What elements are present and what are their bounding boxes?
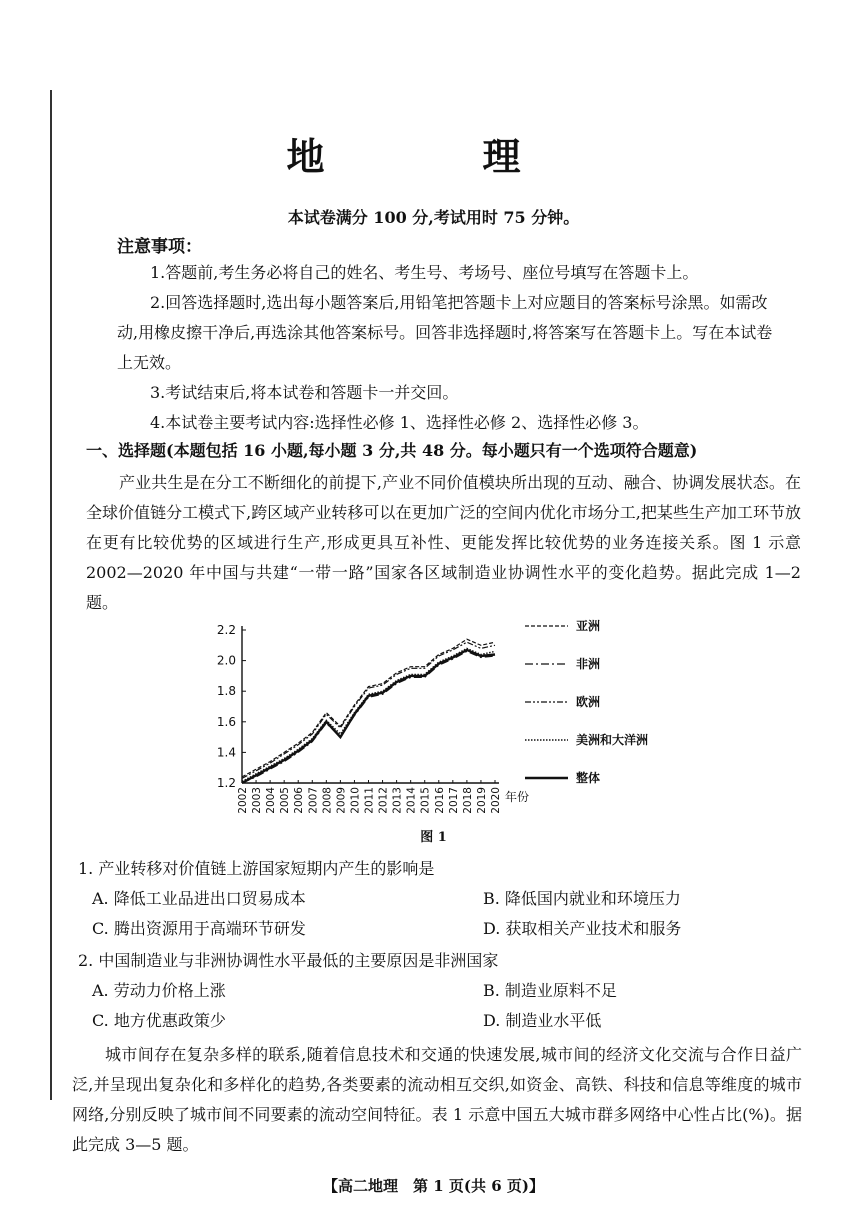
x-tick-label: 2010 [349,787,362,814]
legend-label: 美洲和大洋洲 [576,733,649,747]
x-tick-label: 2020 [490,787,502,814]
notice-item: 4.本试卷主要考试内容:选择性必修 1、选择性必修 2、选择性必修 3。 [150,413,649,432]
x-tick-label: 2011 [363,787,376,814]
q1-option-d[interactable]: D. 获取相关产业技术和服务 [483,919,682,938]
q1-option-a[interactable]: A. 降低工业品进出口贸易成本 [92,889,306,908]
passage-text: 产业共生是在分工不断细化的前提下,产业不同价值模块所出现的互动、融合、协调发展状态。在全球价值链分工模式下,跨区域产业转移可以在更加广泛的空间内优化市场分工,把某些生产加工环节放在更有比较优势的区域进行生产,形成更具互补性、更能发挥比较优势的业务连接关系。图 1 示意 2002—2020 年中国与共建“一带一路”国家各区域制造业协调性水平的变化趋势。据此完成 1—2 题。 [86,473,801,612]
q2-option-d[interactable]: D. 制造业水平低 [483,1011,602,1030]
legend-label: 亚洲 [576,619,601,633]
notice-item: 1.答题前,考生务必将自己的姓名、考生号、考场号、座位号填写在答题卡上。 [150,263,699,282]
notice-item: 2.回答选择题时,选出每小题答案后,用铅笔把答题卡上对应题目的答案标号涂黑。如需改动,用橡皮擦干净后,再选涂其他答案标号。回答非选择题时,将答案写在答题卡上。写在本试卷上无效。 [117,293,773,372]
x-axis-label: 年份 [505,790,530,804]
x-tick-label: 2003 [251,787,264,814]
x-tick-label: 2014 [405,787,418,814]
x-tick-label: 2017 [447,787,460,814]
x-tick-label: 2019 [475,787,488,814]
figure-caption: 图 1 [420,830,447,845]
y-tick-label: 2.0 [216,653,236,668]
x-tick-label: 2009 [335,787,348,814]
x-tick-label: 2013 [391,787,404,814]
x-tick-label: 2007 [307,787,320,814]
y-tick-label: 1.6 [216,714,236,729]
series-line-4 [242,650,495,783]
notice-item: 3.考试结束后,将本试卷和答题卡一并交回。 [150,383,459,402]
series-line-0 [242,639,495,777]
q2-option-c[interactable]: C. 地方优惠政策少 [92,1011,226,1030]
question-2-stem: 2. 中国制造业与非洲协调性水平最低的主要原因是非洲国家 [78,951,499,970]
y-tick-label: 1.2 [216,776,236,790]
q1-option-b[interactable]: B. 降低国内就业和环境压力 [483,889,681,908]
q1-option-c[interactable]: C. 腾出资源用于高端环节研发 [92,919,306,938]
y-tick-label: 2.2 [216,623,236,637]
question-1-stem: 1. 产业转移对价值链上游国家短期内产生的影响是 [78,859,435,878]
page-footer: 【高二地理 第 1 页(共 6 页)】 [323,1177,544,1195]
chart-lines [242,639,495,783]
page-title: 地 理 [286,135,581,179]
x-tick-label: 2006 [293,787,306,814]
exam-info: 本试卷满分 100 分,考试用时 75 分钟。 [287,208,580,227]
q2-option-b[interactable]: B. 制造业原料不足 [483,981,617,1000]
x-tick-label: 2004 [265,787,278,814]
passage-1 [86,468,801,618]
passage-2 [72,1040,802,1160]
legend-label: 非洲 [576,657,601,671]
y-tick-label: 1.8 [216,684,236,699]
q2-option-a[interactable]: A. 劳动力价格上涨 [92,981,226,1000]
x-tick-label: 2016 [433,787,446,814]
y-tick-label: 1.4 [216,745,236,760]
series-line-2 [242,642,495,778]
x-tick-label: 2015 [419,787,432,814]
x-tick-label: 2018 [461,787,474,814]
margin-line [50,90,52,1100]
section-heading: 一、选择题(本题包括 16 小题,每小题 3 分,共 48 分。每小题只有一个选项符合题意) [86,441,698,460]
passage-text: 城市间存在复杂多样的联系,随着信息技术和交通的快速发展,城市间的经济文化交流与合作日益广泛,并呈现出复杂化和多样化的趋势,各类要素的流动相互交织,如资金、高铁、科技和信息等维度的城市网络,分别反映了城市间不同要素的流动空间特征。表 1 示意中国五大城市群多网络中心性占比(%)。据此完成 3—5 题。 [72,1045,802,1154]
chart-axes [217,623,529,814]
x-tick-label: 2002 [237,787,249,814]
notice-heading: 注意事项： [117,237,202,257]
legend-label: 欧洲 [576,695,601,709]
x-tick-label: 2005 [279,787,292,814]
chart-legend [525,618,648,785]
legend-label: 整体 [576,771,601,785]
notice-list [117,258,777,438]
line-chart [200,610,720,825]
x-tick-label: 2008 [321,787,334,814]
x-tick-label: 2012 [377,787,390,814]
